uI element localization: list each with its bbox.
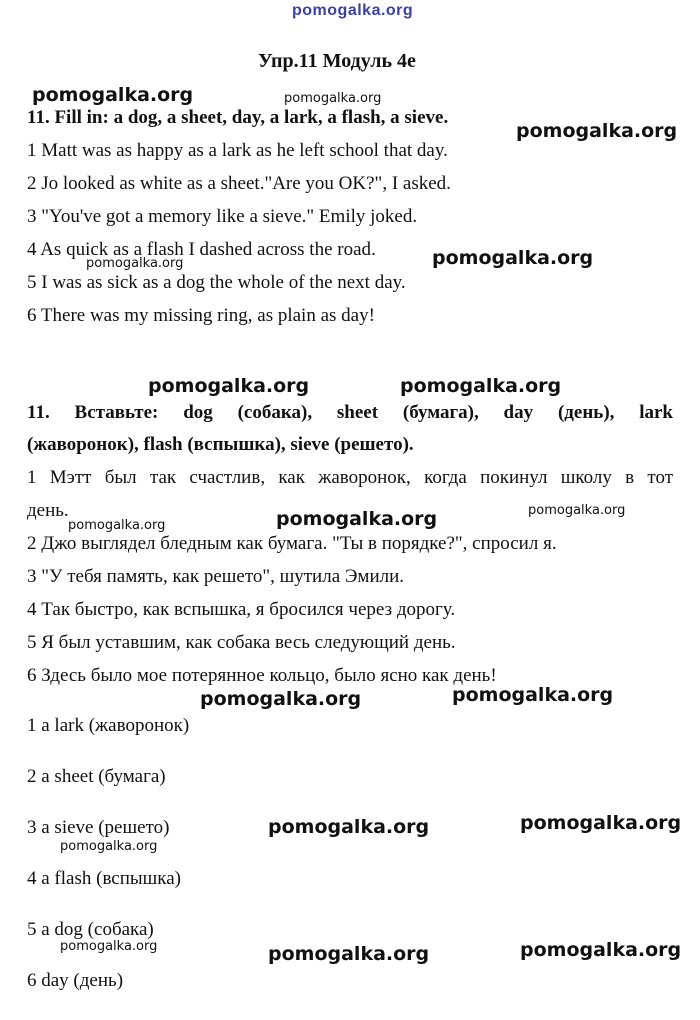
english-line-5: 5 I was as sick as a dog the whole of the next day. xyxy=(27,272,406,293)
english-line-1: 1 Matt was as happy as a lark as he left school that day. xyxy=(27,140,448,161)
watermark: pomogalka.org xyxy=(520,939,682,961)
watermark: pomogalka.org xyxy=(86,256,184,271)
russian-exercise-heading-line-1: 11. Вставьте: dog (собака), sheet (бумага), day (день), lark xyxy=(27,402,673,423)
answer-4: 4 a flash (вспышка) xyxy=(27,868,182,889)
russian-line-4: 4 Так быстро, как вспышка, я бросился через дорогу. xyxy=(27,599,456,620)
russian-exercise-heading-line-2: (жаворонок), flash (вспышка), sieve (решето). xyxy=(27,434,414,455)
english-exercise-heading: 11. Fill in: a dog, a sheet, day, a lark, a flash, a sieve. xyxy=(27,107,449,128)
answer-6: 6 day (день) xyxy=(27,970,124,991)
watermark: pomogalka.org xyxy=(432,247,594,269)
russian-line-3: 3 "У тебя память, как решето", шутила Эмили. xyxy=(27,566,405,587)
watermark: pomogalka.org xyxy=(520,812,682,834)
page-title: Упр.11 Модуль 4е xyxy=(258,50,416,72)
watermark: pomogalka.org xyxy=(400,375,562,397)
english-line-2: 2 Jo looked as white as a sheet."Are you OK?", I asked. xyxy=(27,173,451,194)
watermark: pomogalka.org xyxy=(528,503,626,518)
answer-3: 3 a sieve (решето) xyxy=(27,817,170,838)
russian-line-6: 6 Здесь было мое потерянное кольцо, было ясно как день! xyxy=(27,665,497,686)
answer-5: 5 a dog (собака) xyxy=(27,919,154,940)
watermark: pomogalka.org xyxy=(276,508,438,530)
watermark: pomogalka.org xyxy=(284,91,382,106)
russian-line-1: 1 Мэтт был так счастлив, как жаворонок, когда покинул школу в тот xyxy=(27,467,673,488)
english-line-4: 4 As quick as a flash I dashed across the road. xyxy=(27,239,376,260)
watermark: pomogalka.org xyxy=(200,688,362,710)
russian-line-1-continued: день. xyxy=(27,500,69,521)
watermark: pomogalka.org xyxy=(148,375,310,397)
answer-2: 2 a sheet (бумага) xyxy=(27,766,166,787)
watermark: pomogalka.org xyxy=(268,943,430,965)
watermark: pomogalka.org xyxy=(452,684,614,706)
english-line-6: 6 There was my missing ring, as plain as day! xyxy=(27,305,375,326)
watermark: pomogalka.org xyxy=(60,939,158,954)
watermark: pomogalka.org xyxy=(60,839,158,854)
watermark: pomogalka.org xyxy=(516,120,678,142)
watermark: pomogalka.org xyxy=(32,84,194,106)
watermark: pomogalka.org xyxy=(268,816,430,838)
watermark: pomogalka.org xyxy=(68,518,166,533)
site-watermark-top: pomogalka.org xyxy=(292,2,414,19)
russian-line-5: 5 Я был уставшим, как собака весь следующий день. xyxy=(27,632,456,653)
english-line-3: 3 "You've got a memory like a sieve." Emily joked. xyxy=(27,206,418,227)
answer-1: 1 a lark (жаворонок) xyxy=(27,715,190,736)
russian-line-2: 2 Джо выглядел бледным как бумага. "Ты в порядке?", спросил я. xyxy=(27,533,557,554)
